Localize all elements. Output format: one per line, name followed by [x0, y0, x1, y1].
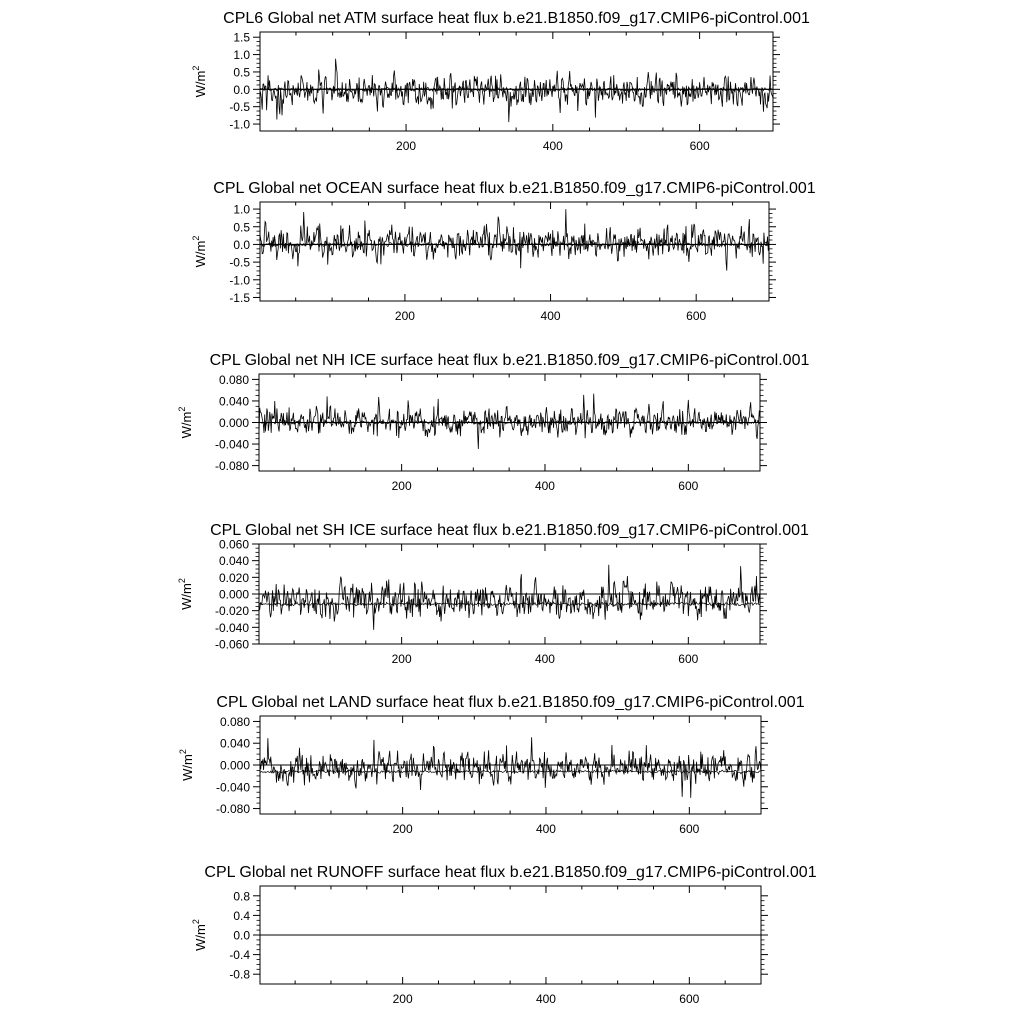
y-tick-label: 0.8 — [233, 889, 250, 904]
y-axis-label-superscript: 2 — [177, 406, 187, 412]
series-line-1 — [260, 737, 761, 798]
x-tick-label: 600 — [689, 139, 710, 153]
y-axis-label-superscript: 2 — [191, 235, 201, 241]
y-tick-label: 0.020 — [218, 570, 249, 585]
y-tick-label: 1.0 — [233, 202, 250, 217]
y-axis-label-base: W/m — [179, 411, 194, 439]
y-tick-label: 0.000 — [219, 758, 250, 773]
y-axis-label-superscript: 2 — [191, 919, 201, 925]
y-tick-label: 0.0 — [233, 82, 250, 97]
series-line-1 — [259, 565, 760, 630]
x-tick-label: 200 — [396, 139, 417, 153]
y-axis-label-base: W/m — [193, 240, 208, 268]
x-tick-label: 600 — [678, 652, 699, 666]
x-tick-label: 600 — [686, 309, 707, 323]
y-axis-label — [177, 578, 194, 610]
x-tick-label: 200 — [391, 652, 412, 666]
y-axis-label-base: W/m — [193, 924, 208, 951]
y-tick-label: 0.040 — [218, 394, 249, 409]
y-axis-label-base: W/m — [179, 583, 194, 610]
y-tick-label: 0.5 — [233, 65, 250, 80]
x-tick-label: 200 — [394, 309, 415, 323]
y-tick-label: -0.040 — [215, 780, 250, 795]
x-tick-label: 200 — [392, 992, 413, 1006]
x-tick-label: 200 — [392, 822, 413, 836]
y-tick-label: -0.060 — [214, 637, 249, 652]
x-tick-label: 400 — [542, 139, 563, 153]
y-tick-label: 0.040 — [219, 736, 250, 751]
y-axis-label-base: W/m — [180, 754, 195, 781]
y-tick-label: -0.040 — [214, 437, 249, 452]
y-tick-label: 0.0 — [233, 928, 250, 943]
x-tick-label: 400 — [535, 822, 556, 836]
y-tick-label: 0.000 — [218, 416, 249, 430]
x-tick-label: 400 — [534, 479, 555, 493]
series-line-2 — [259, 602, 760, 607]
y-tick-label: 1.0 — [233, 48, 250, 63]
y-tick-label: 0.080 — [219, 714, 250, 729]
chart-title: CPL6 Global net ATM surface heat flux b.e21.B1850.f09_g17.CMIP6-piControl.001 — [223, 10, 810, 27]
y-tick-label: -1.5 — [229, 290, 250, 305]
y-tick-label: -0.4 — [229, 948, 250, 963]
y-axis-label-base: W/m — [193, 70, 208, 98]
y-tick-label: -0.040 — [214, 620, 249, 635]
y-tick-label: -1.0 — [229, 273, 250, 288]
chart-panel-4 — [177, 522, 809, 666]
x-tick-label: 400 — [535, 992, 556, 1006]
y-tick-label: -0.5 — [229, 255, 250, 270]
chart-title: CPL Global net RUNOFF surface heat flux b.e21.B1850.f09_g17.CMIP6-piControl.001 — [204, 864, 817, 881]
y-tick-label: 0.000 — [218, 587, 249, 602]
y-axis-label-superscript: 2 — [177, 578, 187, 584]
y-axis-label — [191, 919, 208, 951]
y-tick-label: 0.4 — [233, 908, 250, 923]
series-line-1 — [259, 394, 760, 449]
x-tick-label: 200 — [391, 479, 412, 493]
y-tick-label: 1.5 — [233, 30, 250, 45]
chart-title: CPL Global net LAND surface heat flux b.e21.B1850.f09_g17.CMIP6-piControl.001 — [216, 694, 805, 711]
y-tick-label: -0.8 — [229, 967, 250, 982]
y-tick-label: 0.0 — [233, 237, 250, 252]
y-tick-label: -0.020 — [214, 604, 249, 619]
y-tick-label: -0.080 — [214, 459, 249, 474]
chart-panel-6 — [191, 864, 817, 1006]
y-tick-label: 0.060 — [218, 537, 249, 552]
y-tick-label: -0.080 — [215, 802, 250, 817]
y-axis-label-superscript: 2 — [178, 749, 188, 755]
x-tick-label: 400 — [534, 652, 555, 666]
y-tick-label: 0.080 — [218, 372, 249, 387]
chart-panel-1 — [191, 10, 810, 153]
y-tick-label: -1.0 — [229, 117, 250, 132]
x-tick-label: 400 — [540, 309, 561, 323]
y-tick-label: 0.5 — [233, 220, 250, 235]
series-line-1 — [260, 209, 769, 270]
y-tick-label: -0.5 — [229, 100, 250, 115]
y-axis-label — [191, 236, 208, 268]
y-axis-label-superscript: 2 — [191, 65, 201, 71]
x-tick-label: 600 — [679, 992, 700, 1006]
plot-frame — [260, 202, 769, 301]
y-tick-label: 0.040 — [218, 554, 249, 569]
y-axis-label — [178, 749, 195, 781]
chart-panel-3 — [177, 352, 809, 493]
x-tick-label: 600 — [679, 822, 700, 836]
y-axis-label — [177, 407, 194, 439]
chart-title: CPL Global net OCEAN surface heat flux b.e21.B1850.f09_g17.CMIP6-piControl.001 — [213, 180, 816, 197]
chart-title: CPL Global net SH ICE surface heat flux b.e21.B1850.f09_g17.CMIP6-piControl.001 — [210, 522, 809, 539]
y-axis-label — [191, 66, 208, 98]
x-tick-label: 600 — [678, 479, 699, 493]
chart-panel-2 — [191, 180, 816, 323]
chart-panel-5 — [178, 694, 805, 836]
chart-title: CPL Global net NH ICE surface heat flux b.e21.B1850.f09_g17.CMIP6-piControl.001 — [209, 352, 810, 369]
